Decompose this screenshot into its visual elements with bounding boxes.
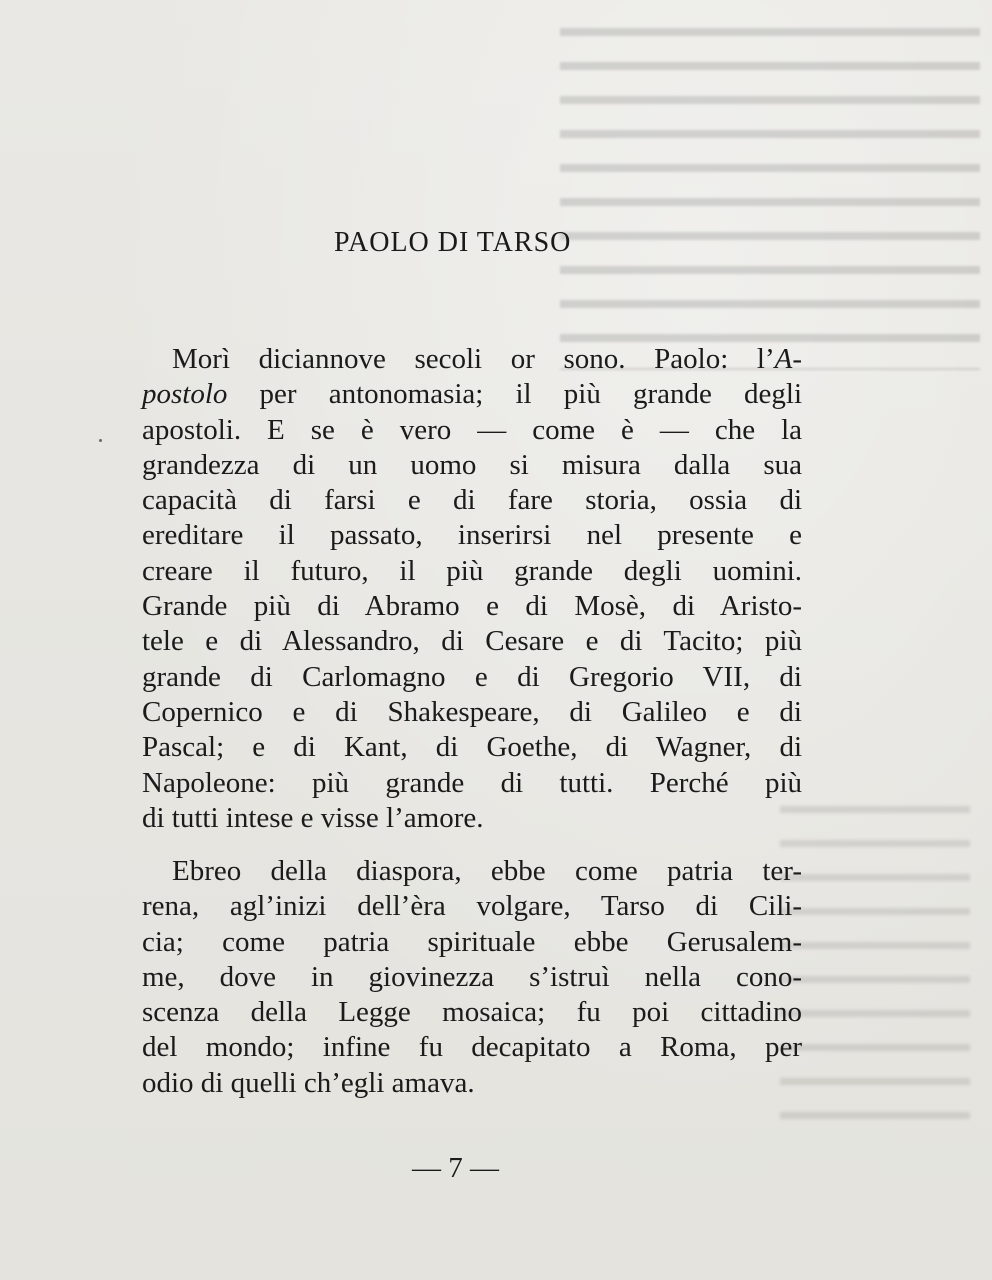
text-line: tele e di Alessandro, di Cesare e di Tacito; più <box>142 625 802 658</box>
paragraph-1 <box>142 342 802 836</box>
paper-speck <box>99 439 102 442</box>
text-line: del mondo; infine fu decapitato a Roma, per <box>142 1031 802 1064</box>
text-line: me, dove in giovinezza s’istruì nella cono- <box>142 960 802 993</box>
text-line: Copernico e di Shakespeare, di Galileo e di <box>142 695 802 728</box>
text-line: Grande più di Abramo e di Mosè, di Aristo- <box>142 590 802 623</box>
page-number: — 7 — <box>412 1152 499 1184</box>
chapter-title: PAOLO DI TARSO <box>334 227 572 258</box>
text-line: grande di Carlomagno e di Gregorio VII, di <box>142 660 802 693</box>
text-line: Pascal; e di Kant, di Goethe, di Wagner, di <box>142 731 802 764</box>
text-line: postolo per antonomasia; il più grande degli <box>142 378 802 411</box>
text-line: creare il futuro, il più grande degli uomini. <box>142 554 802 587</box>
text-line: di tutti intese e visse l’amore. <box>142 801 484 834</box>
bleed-through-text-lower <box>780 790 970 1120</box>
text-line: rena, agl’inizi dell’èra volgare, Tarso di Cili- <box>142 890 802 923</box>
text-line: Morì diciannove secoli or sono. Paolo: l’A- <box>172 343 802 375</box>
text-line: scenza della Legge mosaica; fu poi cittadino <box>142 996 802 1029</box>
text-line: Ebreo della diaspora, ebbe come patria ter- <box>172 855 802 887</box>
text-line: odio di quelli ch’egli amava. <box>142 1066 475 1099</box>
paragraph-2 <box>142 854 802 1101</box>
bleed-through-text <box>560 10 980 370</box>
text-line: ereditare il passato, inserirsi nel presente e <box>142 519 802 552</box>
text-line: cia; come patria spirituale ebbe Gerusalem- <box>142 925 802 958</box>
text-line: capacità di farsi e di fare storia, ossia di <box>142 484 802 517</box>
text-line: apostoli. E se è vero — come è — che la <box>142 413 802 446</box>
text-line: grandezza di un uomo si misura dalla sua <box>142 448 802 481</box>
text-line: Napoleone: più grande di tutti. Perché più <box>142 766 802 799</box>
